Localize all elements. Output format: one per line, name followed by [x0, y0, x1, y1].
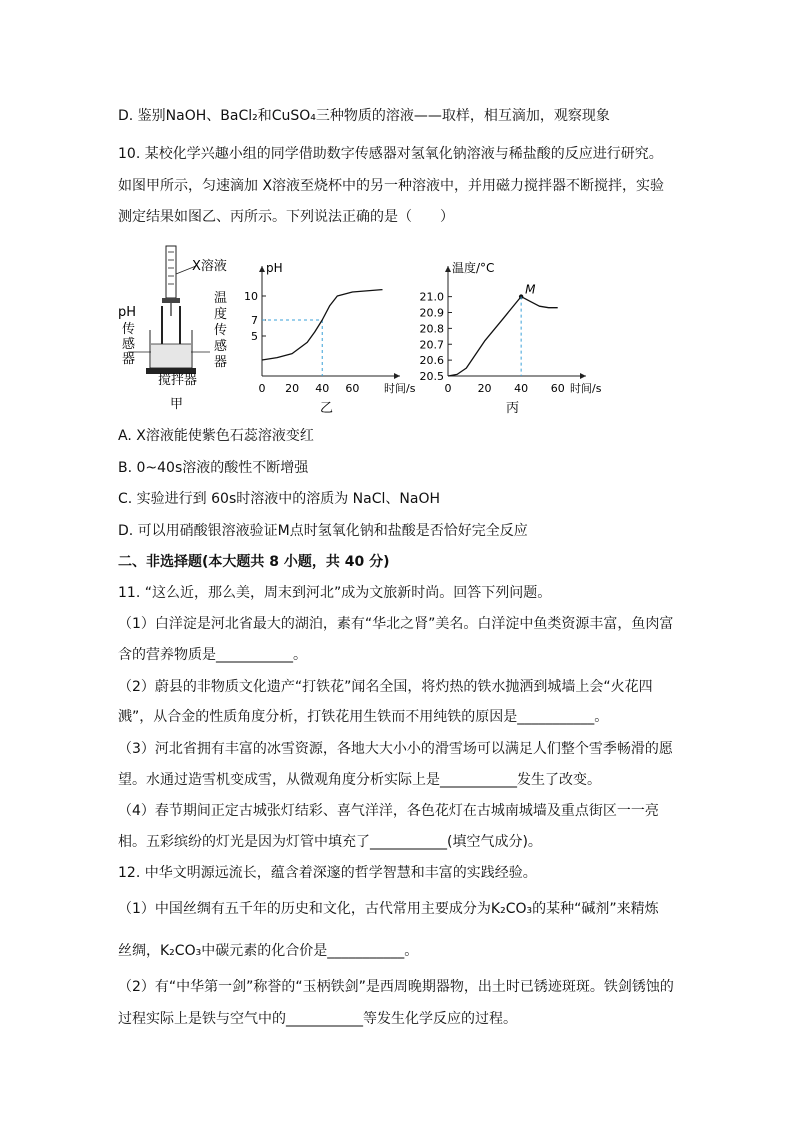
question-11-part-4-a: （4）春节期间正定古城张灯结彩、喜气洋洋，各色花灯在古城南城墙及重点街区一一亮 [118, 803, 659, 819]
x-axis-label: 时间/s [384, 382, 416, 395]
question-10-line-2: 如图甲所示，匀速滴加 X溶液至烧杯中的另一种溶液中，并用磁力搅拌器不断搅拌，实验 [118, 178, 665, 194]
question-11-part-2-b: 溅”，从合金的性质角度分析，打铁花用生铁而不用纯铁的原因是___________。 [118, 709, 609, 725]
question-10-line-1: 10. 某校化学兴趣小组的同学借助数字传感器对氢氧化钠溶液与稀盐酸的反应进行研究。 [118, 146, 663, 162]
question-12-part-2-a: （2）有“中华第一剑”称誉的“玉柄铁剑”是西周晚期器物，出土时已锈迹斑斑。铁剑锈蚀的 [118, 979, 674, 995]
x-axis-label: 时间/s [570, 382, 602, 395]
question-11-part-4-b: 相。五彩缤纷的灯光是因为灯管中填充了___________(填空气成分)。 [118, 834, 542, 850]
x-tick-label: 20 [285, 382, 300, 395]
y-axis-arrow [259, 266, 265, 272]
section-heading: 二、非选择题(本大题共 8 小题，共 40 分) [118, 554, 390, 570]
option-b: B. 0~40s溶液的酸性不断增强 [118, 460, 309, 476]
question-11-part-1-b: 含的营养物质是___________。 [118, 647, 307, 663]
option-d: D. 可以用硝酸银溶液验证M点时氢氧化钠和盐酸是否恰好完全反应 [118, 523, 528, 539]
apparatus-figure [118, 244, 238, 414]
temp-sensor-label-1: 温 [214, 291, 228, 306]
temp-sensor-label-3: 传 [214, 323, 228, 338]
ph-sensor-label-4: 器 [122, 352, 136, 367]
x-axis-arrow [580, 373, 586, 379]
ph-sensor-label-1: pH [118, 305, 137, 320]
option-a: A. X溶液能使紫色石蕊溶液变红 [118, 428, 314, 444]
chart-caption: 乙 [320, 401, 334, 416]
y-tick-label: 21.0 [419, 290, 444, 304]
y-tick-label: 7 [251, 314, 258, 327]
question-12: 12. 中华文明源远流长，蕴含着深邃的哲学智慧和丰富的实践经验。 [118, 865, 537, 881]
y-tick-label: 20.5 [419, 370, 444, 383]
temp-sensor-label-4: 感 [214, 339, 228, 354]
point-m-label: M [525, 282, 536, 297]
x-tick-label: 60 [345, 382, 360, 395]
burette [166, 246, 176, 298]
question-11-part-3-b: 望。水通过造雪机变成雪，从微观角度分析实际上是___________发生了改变。 [118, 772, 601, 788]
y-tick-label: 20.8 [419, 322, 444, 336]
y-axis-label: pH [266, 261, 283, 275]
x-tick-label: 20 [477, 382, 492, 395]
y-tick-label: 20.9 [419, 306, 444, 320]
temp-sensor-label-2: 度 [214, 307, 228, 322]
y-tick-label: 20.6 [419, 354, 444, 368]
stopcock [162, 298, 180, 303]
y-axis-label: 温度/°C [452, 261, 495, 275]
x-tick-label: 40 [315, 382, 330, 395]
y-tick-label: 10 [244, 290, 258, 303]
series-line [448, 297, 558, 376]
x-tick-label: 0 [444, 382, 452, 395]
question-10-line-3: 测定结果如图乙、丙所示。下列说法正确的是（ ） [118, 209, 454, 225]
question-11-part-3-a: （3）河北省拥有丰富的冰雪资源，各地大大小小的滑雪场可以满足人们整个雪季畅滑的愿 [118, 741, 673, 757]
chart-caption: 丙 [506, 401, 520, 416]
ph-sensor-label-3: 感 [122, 337, 136, 352]
stirrer-label: 搅拌器 [158, 373, 198, 388]
question-11-part-1-a: （1）白洋淀是河北省最大的湖泊，素有“华北之肾”美名。白洋淀中鱼类资源丰富，鱼肉富 [118, 616, 674, 632]
x-tick-label: 0 [258, 382, 266, 395]
temp-sensor-label-5: 器 [214, 355, 228, 370]
question-11: 11. “这么近，那么美，周末到河北”成为文旅新时尚。回答下列问题。 [118, 585, 552, 601]
question-12-part-1-b: 丝绸，K₂CO₃中碳元素的化合价是___________。 [118, 943, 419, 959]
question-11-part-2-a: （2）蔚县的非物质文化遗产“打铁花”闻名全国，将灼热的铁水抛洒到城墙上会“火花四 [118, 679, 653, 695]
y-tick-label: 5 [251, 330, 258, 343]
series-line [262, 290, 383, 360]
ph-chart [242, 258, 416, 416]
option-c: C. 实验进行到 60s时溶液中的溶质为 NaCl、NaOH [118, 491, 440, 507]
question-12-part-2-b: 过程实际上是铁与空气中的___________等发生化学反应的过程。 [118, 1011, 517, 1027]
temperature-chart [408, 258, 602, 416]
y-tick-label: 20.7 [419, 338, 444, 352]
y-axis-arrow [445, 266, 451, 272]
x-solution-label: X溶液 [192, 259, 227, 274]
x-tick-label: 40 [514, 382, 529, 395]
ph-sensor-label-2: 传 [122, 322, 136, 337]
x-axis-arrow [394, 373, 400, 379]
question-12-part-1-a: （1）中国丝绸有五千年的历史和文化，古代常用主要成分为K₂CO₃的某种“碱剂”来精炼 [118, 901, 659, 917]
option-d-previous: D. 鉴别NaOH、BaCl₂和CuSO₄三种物质的溶液——取样，相互滴加，观察现象 [118, 108, 610, 124]
x-tick-label: 60 [550, 382, 565, 395]
figure-jia-caption: 甲 [170, 397, 184, 412]
